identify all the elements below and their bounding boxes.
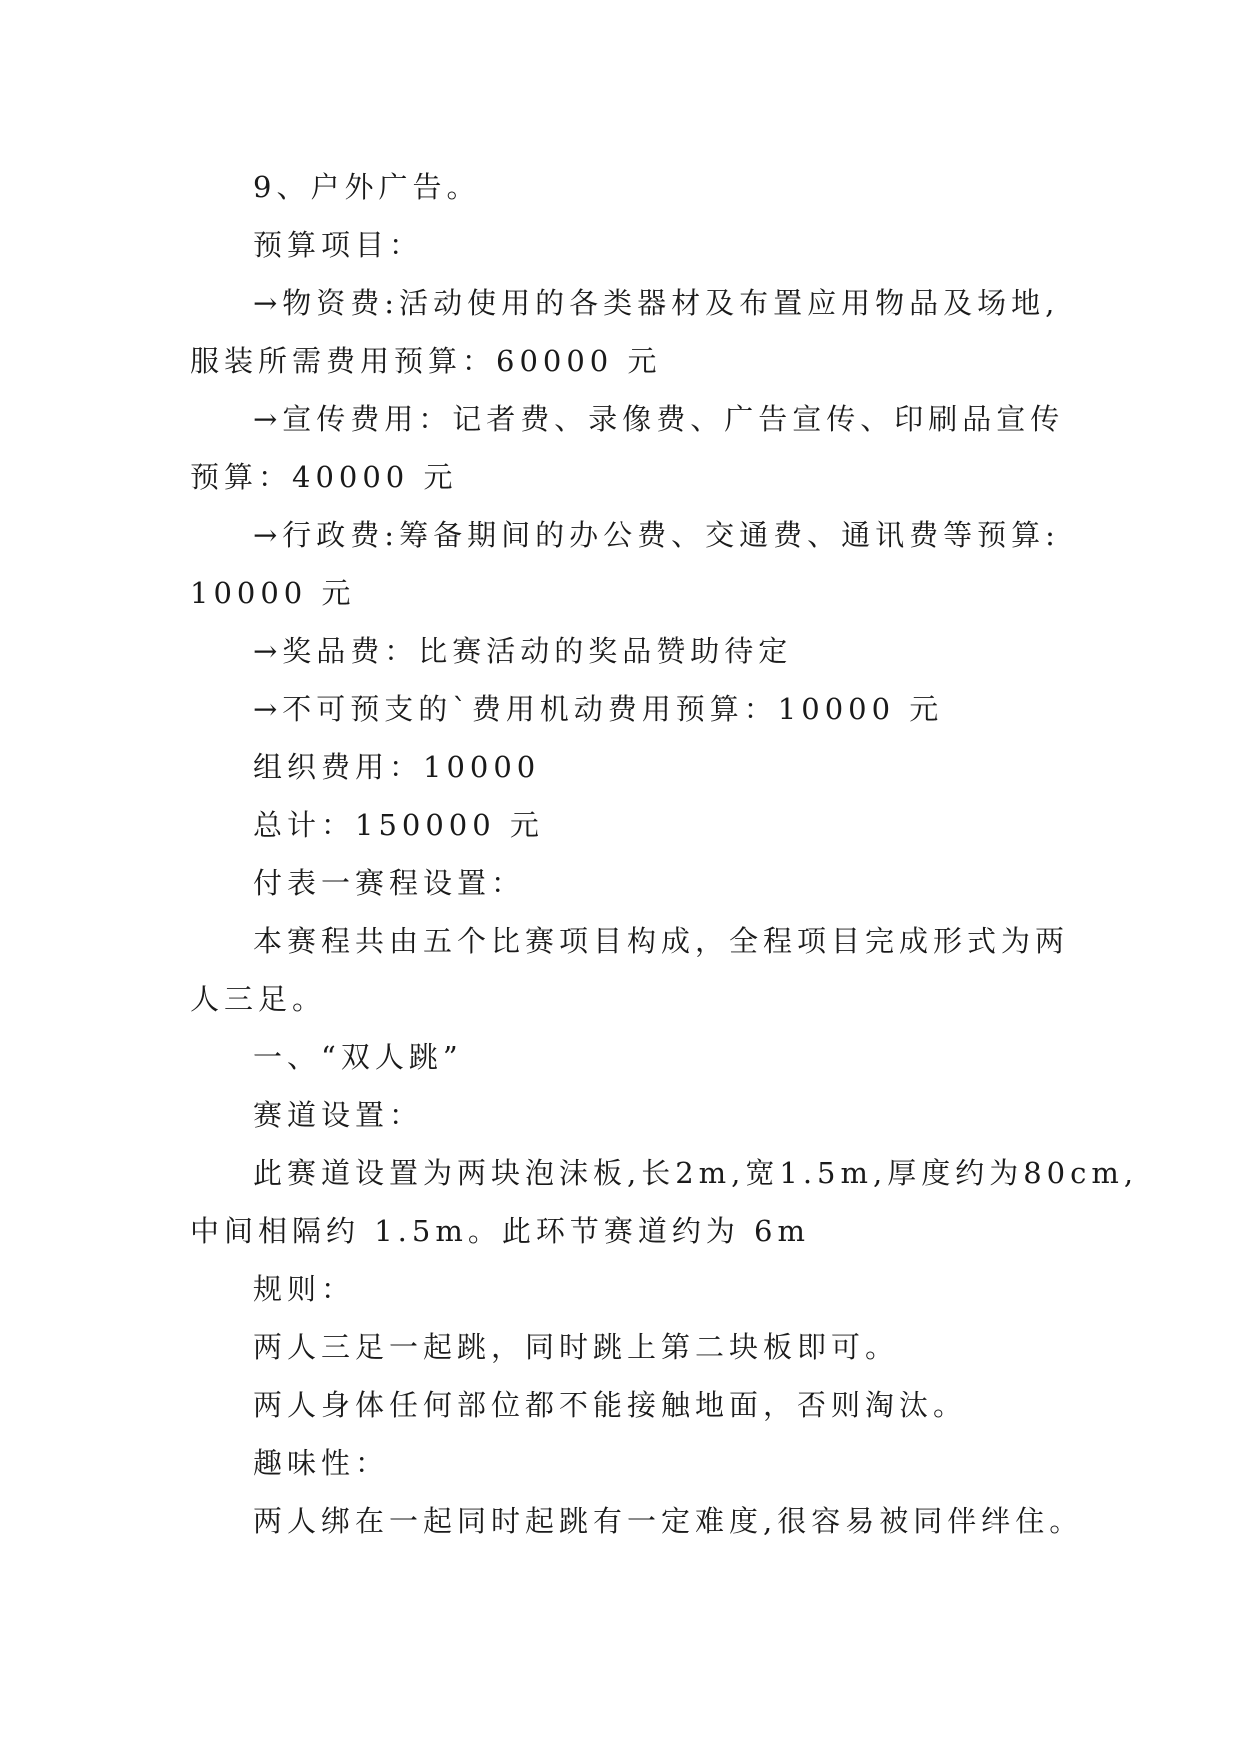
budget-total: 总计：150000 元: [253, 808, 544, 842]
budget-publicity-line-1: →宣传费用：记者费、录像费、广告宣传、印刷品宣传: [253, 402, 1065, 436]
budget-admin-line-2: 10000 元: [190, 576, 356, 610]
rule-2: 两人身体任何部位都不能接触地面，否则淘汰。: [253, 1388, 968, 1422]
rules-heading: 规则：: [253, 1272, 356, 1306]
budget-materials-line-1: →物资费:活动使用的各类器材及布置应用物品及场地,: [253, 286, 1060, 320]
event-one-title: 一、“双人跳”: [253, 1040, 463, 1074]
budget-materials-line-2: 服装所需费用预算：60000 元: [190, 344, 662, 378]
budget-admin-line-1: →行政费:筹备期间的办公费、交通费、通讯费等预算:: [253, 518, 1060, 552]
schedule-intro-line-2: 人三足。: [190, 982, 327, 1016]
list-item-outdoor-ads: 9、户外广告。: [253, 170, 481, 204]
budget-contingency: →不可预支的`费用机动费用预算：10000 元: [253, 692, 944, 726]
rule-1: 两人三足一起跳，同时跳上第二块板即可。: [253, 1330, 900, 1364]
schedule-heading: 付表一赛程设置：: [253, 866, 526, 900]
budget-publicity-line-2: 预算：40000 元: [190, 460, 458, 494]
track-setup-heading: 赛道设置：: [253, 1098, 424, 1132]
track-setup-line-1: 此赛道设置为两块泡沫板,长2m,宽1.5m,厚度约为80cm,: [253, 1156, 1139, 1190]
fun-heading: 趣味性：: [253, 1446, 390, 1480]
budget-prizes: →奖品费：比赛活动的奖品赞助待定: [253, 634, 793, 668]
budget-heading: 预算项目：: [253, 228, 424, 262]
document-body: [190, 158, 1139, 1550]
track-setup-line-2: 中间相隔约 1.5m。此环节赛道约为 6m: [190, 1214, 811, 1248]
fun-description: 两人绑在一起同时起跳有一定难度,很容易被同伴绊住。: [253, 1504, 1084, 1538]
budget-organization: 组织费用：10000: [253, 750, 541, 784]
schedule-intro-line-1: 本赛程共由五个比赛项目构成，全程项目完成形式为两: [253, 924, 1070, 958]
